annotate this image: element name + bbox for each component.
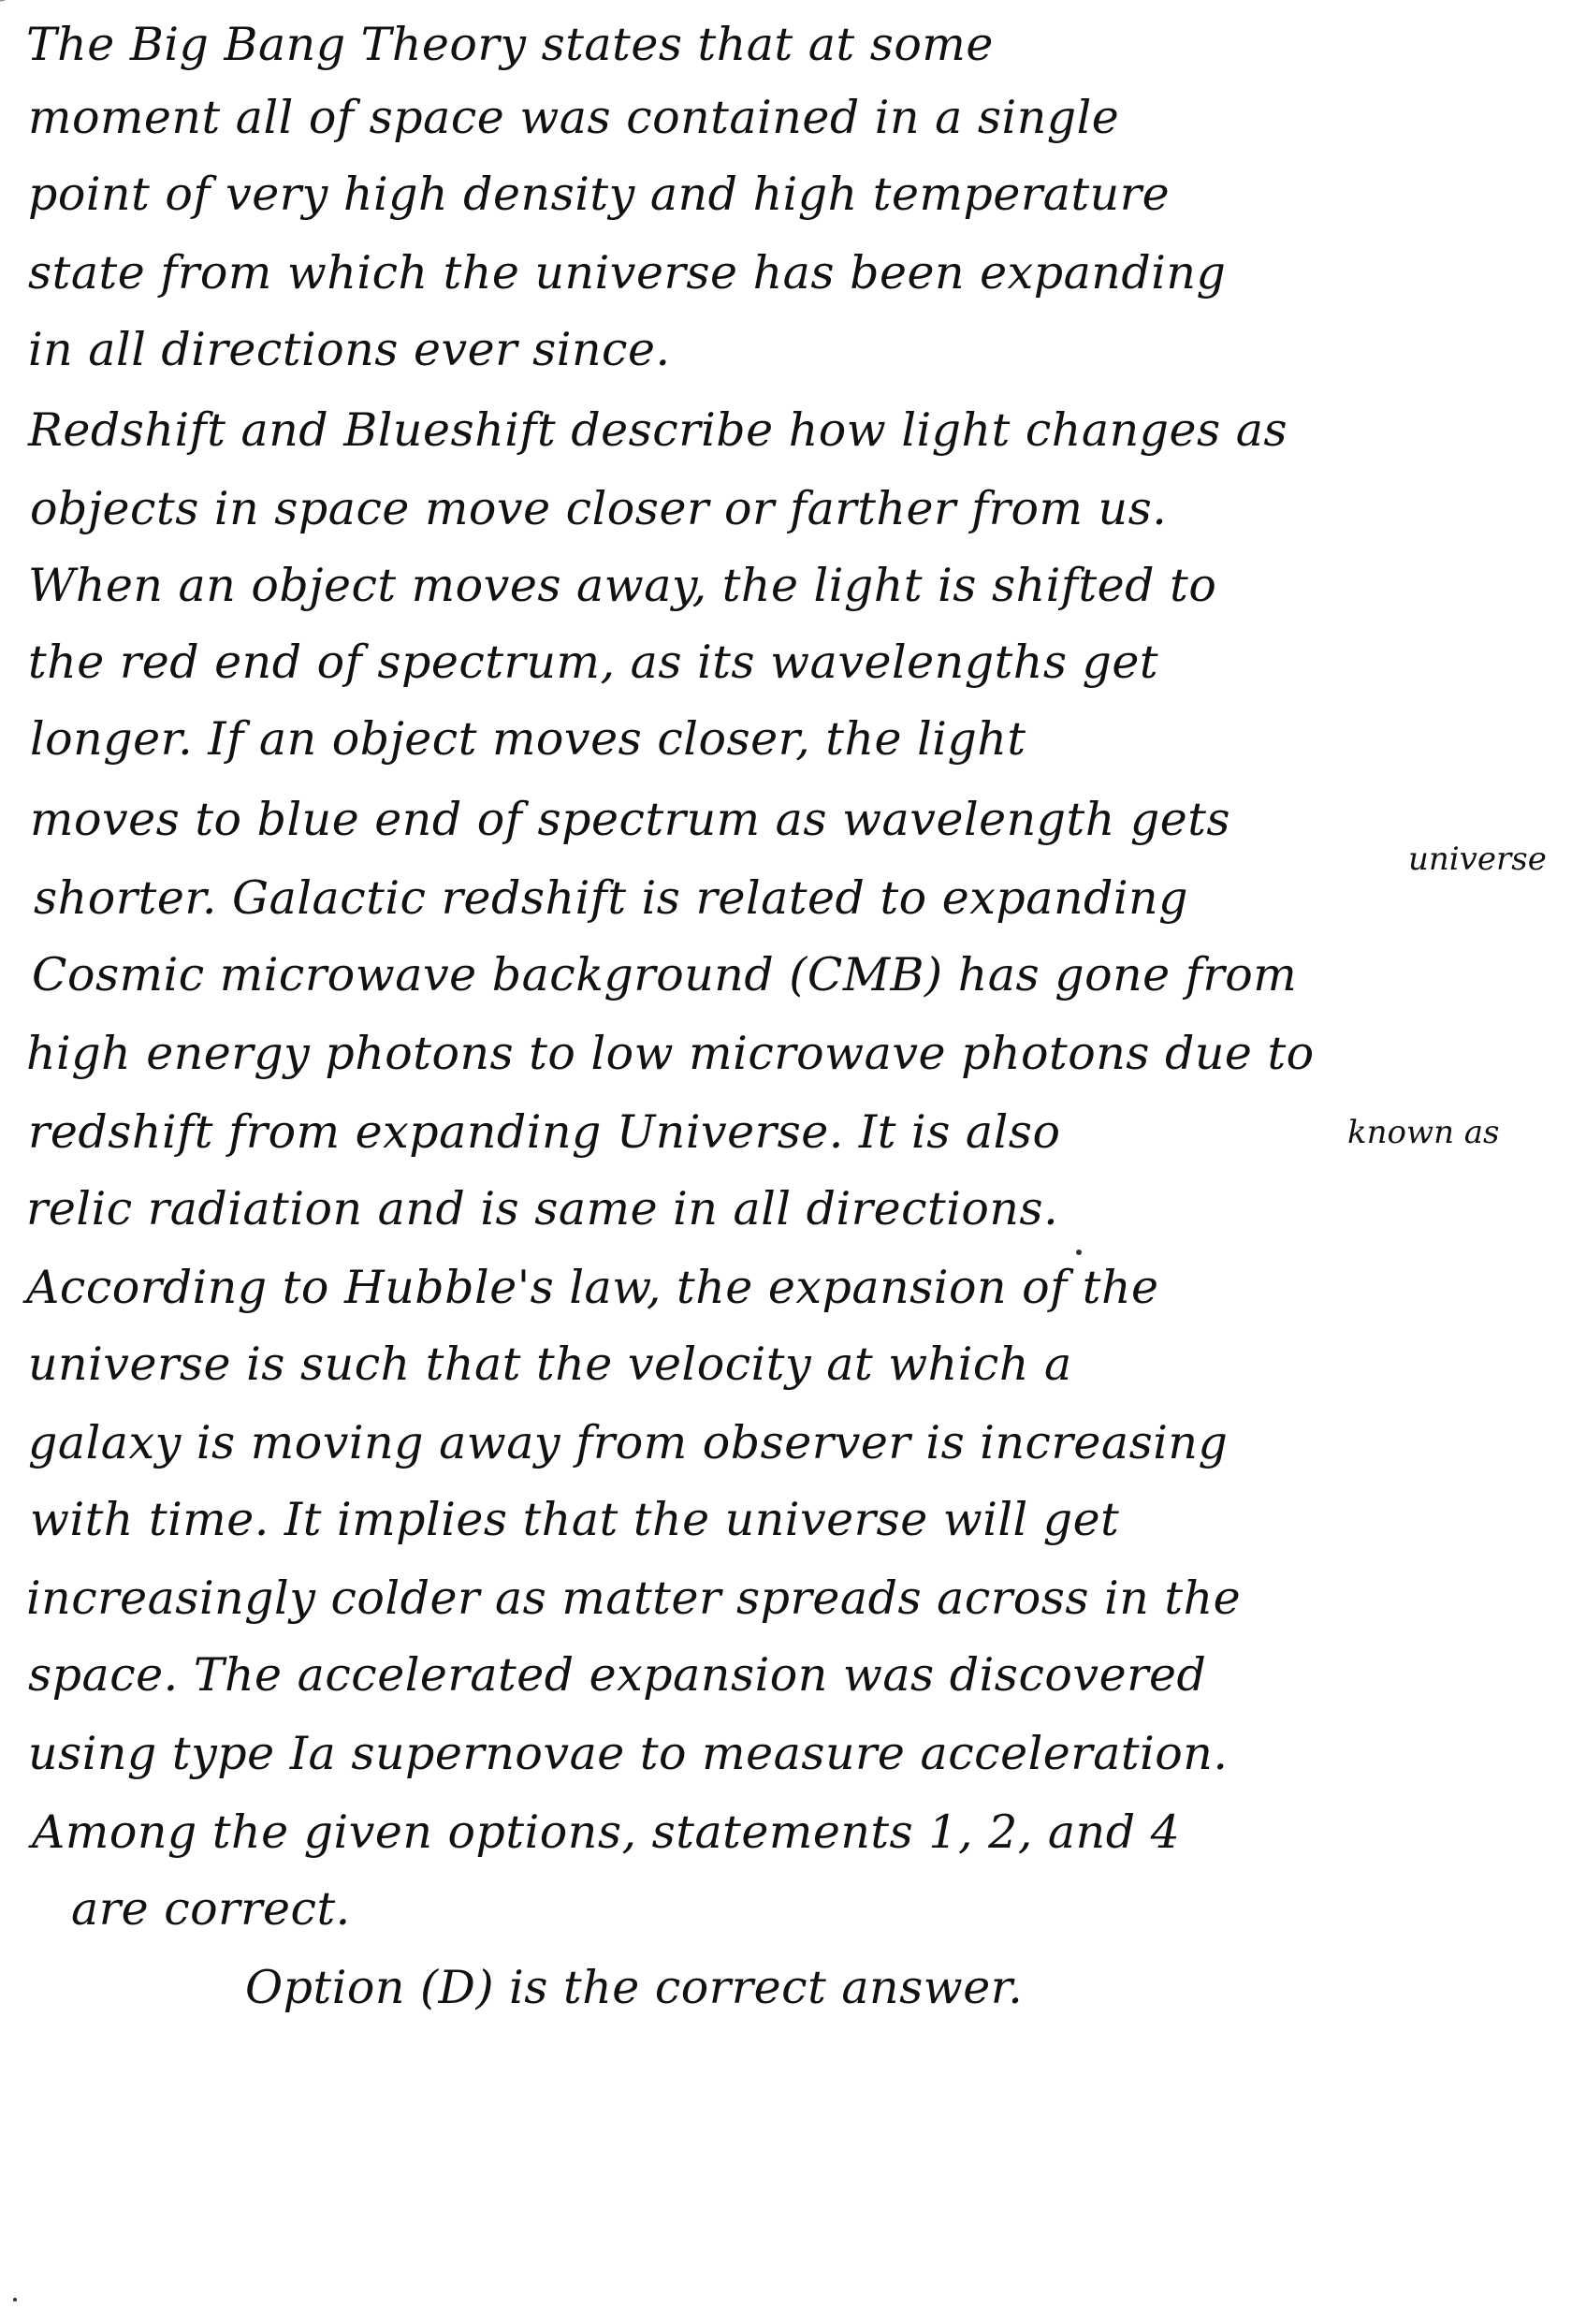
page-corner-mark <box>0 0 22 9</box>
line-25: are correct. <box>71 1882 351 1936</box>
stray-pen-dot <box>1076 1250 1082 1255</box>
line-11: moves to blue end of spectrum as wavelength gets <box>30 793 1231 846</box>
line-9: the red end of spectrum, as its wavelengths get <box>28 636 1159 689</box>
margin-insert-known-as: known as <box>1347 1114 1500 1151</box>
line-26: Option (D) is the correct answer. <box>245 1961 1024 2014</box>
line-4: state from which the universe has been expanding <box>28 246 1227 300</box>
line-17: According to Hubble's law, the expansion of the <box>26 1261 1159 1314</box>
line-23: using type Ia supernovae to measure acceleration. <box>28 1727 1229 1780</box>
page-edge-mark <box>13 2298 17 2302</box>
line-22: space. The accelerated expansion was discovered <box>28 1648 1207 1702</box>
line-1: The Big Bang Theory states that at some <box>26 18 994 71</box>
line-7: objects in space move closer or farther from us. <box>30 482 1168 535</box>
line-13: Cosmic microwave background (CMB) has gone from <box>32 948 1298 1001</box>
line-8: When an object moves away, the light is shifted to <box>28 559 1217 612</box>
line-5: in all directions ever since. <box>28 323 671 376</box>
line-19: galaxy is moving away from observer is increasing <box>28 1416 1229 1469</box>
line-14: high energy photons to low microwave photons due to <box>26 1027 1315 1080</box>
line-15: redshift from expanding Universe. It is also <box>28 1105 1061 1159</box>
line-10: longer. If an object moves closer, the light <box>30 712 1026 766</box>
line-16: relic radiation and is same in all directions. <box>26 1182 1059 1235</box>
line-20: with time. It implies that the universe will get <box>30 1493 1120 1546</box>
margin-insert-universe: universe <box>1408 840 1547 878</box>
line-18: universe is such that the velocity at which a <box>28 1337 1072 1391</box>
line-2: moment all of space was contained in a single <box>28 91 1120 144</box>
line-6: Redshift and Blueshift describe how light changes as <box>28 403 1288 457</box>
line-24: Among the given options, statements 1, 2, and 4 <box>32 1805 1181 1859</box>
line-3: point of very high density and high temperature <box>28 168 1171 221</box>
line-21: increasingly colder as matter spreads across in the <box>26 1571 1242 1625</box>
line-12: shorter. Galactic redshift is related to expanding <box>34 871 1188 925</box>
